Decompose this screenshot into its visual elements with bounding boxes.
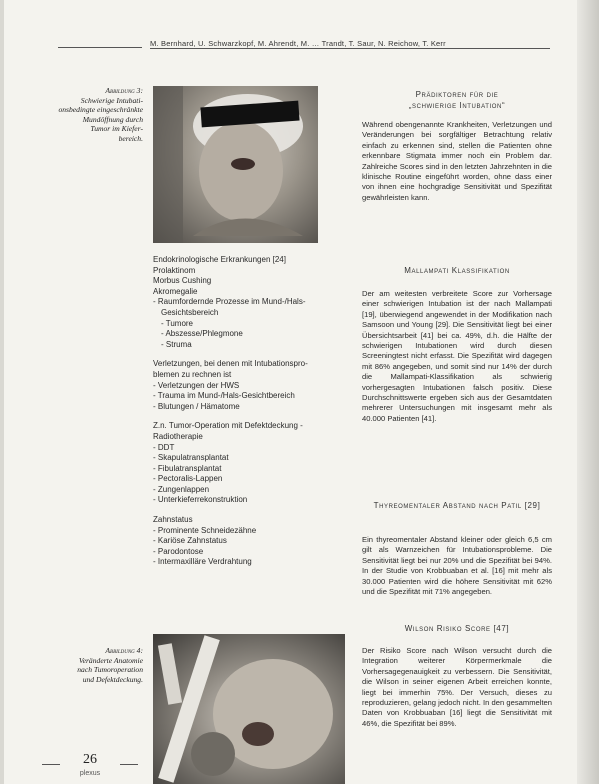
list-item: - Fibulatransplantat	[153, 463, 222, 473]
heading-line: Prädiktoren für die	[415, 90, 499, 99]
list-item: Zahnstatus	[153, 515, 193, 525]
footer-rule-right	[120, 764, 138, 765]
paragraph-intro: Während obengenannte Krankheiten, Verletzungen und Veränderungen bei sorgfältiger Betrachtung relativ einfach zu erkennen sind, stellen die Patienten ohne erkennbare Stigmata immer noch ein Problem dar. Zahlreiche Scores sind in den letzten Jahrzehnten in die klinische Routine eingeführt worden, ohne dass einer von ihnen eine hochgradige Sensitivität und Spezifität gewährleisten kann.	[362, 120, 552, 202]
list-item: - Prominente Schneidezähne	[153, 525, 257, 535]
list-item: - Intermaxilläre Verdrahtung	[153, 557, 252, 567]
figure-3-caption	[40, 86, 143, 144]
page-number: 26	[83, 752, 97, 767]
patient-photo-mouth-opening	[153, 86, 318, 243]
caption-line: Schwierige Intubati-	[80, 95, 143, 105]
list-item: - Verletzungen der HWS	[153, 380, 240, 390]
list-item: Radiotherapie	[153, 431, 203, 441]
risk-factor-list	[153, 255, 348, 577]
paragraph-thyromental: Ein thyreomentaler Abstand kleiner oder gleich 6,5 cm gilt als Warnzeichen für Intubationsprobleme. Die Sensitivität liegt bei nur 20% und die Spezifität bei 94%. In der Studie von Krobbuaban et al. [16] mit mehr als 30.000 Patienten wird die höhere Sensitivität mit 62% und die Spezifität mit 71% angegeben.	[362, 535, 552, 597]
caption-line: nach Tumoroperation	[77, 665, 143, 675]
list-item: - Blutungen / Hämatome	[153, 401, 240, 411]
footer-rule-left	[42, 764, 60, 765]
list-item: - Kariöse Zahnstatus	[153, 536, 227, 546]
list-item: blemen zu rechnen ist	[153, 369, 232, 379]
figure-4-label: Abbildung 4:	[105, 646, 143, 655]
figure-3-label: Abbildung 3:	[105, 86, 143, 95]
list-item: Z.n. Tumor-Operation mit Defektdeckung -	[153, 421, 303, 431]
caption-line: Tumor im Kiefer-	[90, 124, 143, 134]
caption-line: Veränderte Anatomie	[78, 655, 143, 665]
list-item: Endokrinologische Erkrankungen [24]	[153, 255, 286, 264]
caption-line: und Defektdeckung.	[82, 674, 143, 684]
list-item: - Skapulatransplantat	[153, 453, 229, 463]
list-item: - Zungenlappen	[153, 484, 210, 494]
section-heading-mallampati: Mallampati Klassifikation	[404, 266, 510, 275]
caption-line: bereich.	[118, 133, 143, 143]
journal-name: plexus	[79, 770, 101, 777]
list-item: - Struma	[161, 339, 192, 349]
list-block-injuries	[153, 359, 348, 412]
section-heading-thyromental: Thyreomentaler Abstand nach Patil [29]	[373, 501, 541, 510]
paragraph-wilson: Der Risiko Score nach Wilson versucht durch die Integration weiterer Körpermerkmale die Vorhersagegenauigkeit zu verbessern. Die Sensitivität, die Wilson in seiner eigenen Arbeit erreichen konnte, liegt bei immerhin 75%. Der Versuch, dieses zu reproduzieren, gelang jedoch nicht. In den gesammelten Daten von Krobbuaban [16] liegt die Sensitivität mit 46%, die Spezifität bei 89%.	[362, 646, 552, 728]
heading-line: „schwierige Intubation“	[408, 101, 506, 110]
list-item: - Raumfordernde Prozesse im Mund-/Hals-	[153, 297, 306, 307]
header-rule-left	[58, 47, 142, 48]
patient-photo-altered-anatomy	[153, 634, 345, 784]
list-item: - Abszesse/Phlegmone	[161, 329, 243, 339]
list-item: Prolaktinom	[153, 265, 196, 275]
paragraph-mallampati: Der am weitesten verbreitete Score zur Vorhersage einer schwierigen Intubation ist der nach Mallampati [19], überwiegend angewendet in der Modifikation nach Samsoon und Young [29]. Die Sensitivität liegt bei einer Übersichtsarbeit [41] bei ca. 49%, d.h. die Hälfte der schwierigen Intubationen wird durch diesen Screeningtest nicht erfasst. Die Spezifität wird dagegen mit 86% angegeben, und somit sind nur 14% der durch die Mallampati-Klassifikation als schwierig vorhergesagten Intubationen falsch positiv. Diese Durchschnittswerte ergeben sich aus der Gesamtdaten mehrerer Untersuchungen mit insgesamt mehr als 40.000 Patienten [41].	[362, 289, 552, 423]
section-heading-wilson: Wilson Risiko Score [47]	[404, 624, 510, 633]
list-item: - Tumore	[161, 318, 194, 328]
caption-line: Mundöffnung durch	[82, 114, 143, 124]
list-block-tumor-surgery	[153, 421, 348, 506]
running-head: M. Bernhard, U. Schwarzkopf, M. Ahrendt, M. … Trandt, T. Saur, N. Reichow, T. Kerr	[150, 39, 446, 48]
list-item: Morbus Cushing	[153, 276, 212, 286]
caption-line: onsbedingte eingeschränkte	[58, 105, 143, 115]
section-heading-predictors	[362, 89, 552, 111]
header-rule	[150, 48, 550, 49]
list-item: - Trauma im Mund-/Hals-Gesichtbereich	[153, 391, 295, 401]
list-block-dental	[153, 515, 348, 568]
list-item: Verletzungen, bei denen mit Intubationspro-	[153, 359, 308, 369]
list-item: - Parodontose	[153, 546, 204, 556]
list-item: Akromegalie	[153, 286, 198, 296]
page-edge-left	[0, 0, 4, 784]
list-item: - DDT	[153, 442, 175, 452]
list-item: - Pectoralis-Lappen	[153, 474, 223, 484]
list-item: - Unterkieferrekonstruktion	[153, 495, 248, 505]
figure-4-caption	[40, 646, 143, 684]
list-item: Gesichtsbereich	[161, 307, 219, 317]
list-block-endocrine	[153, 255, 348, 350]
page-edge-right	[577, 0, 599, 784]
